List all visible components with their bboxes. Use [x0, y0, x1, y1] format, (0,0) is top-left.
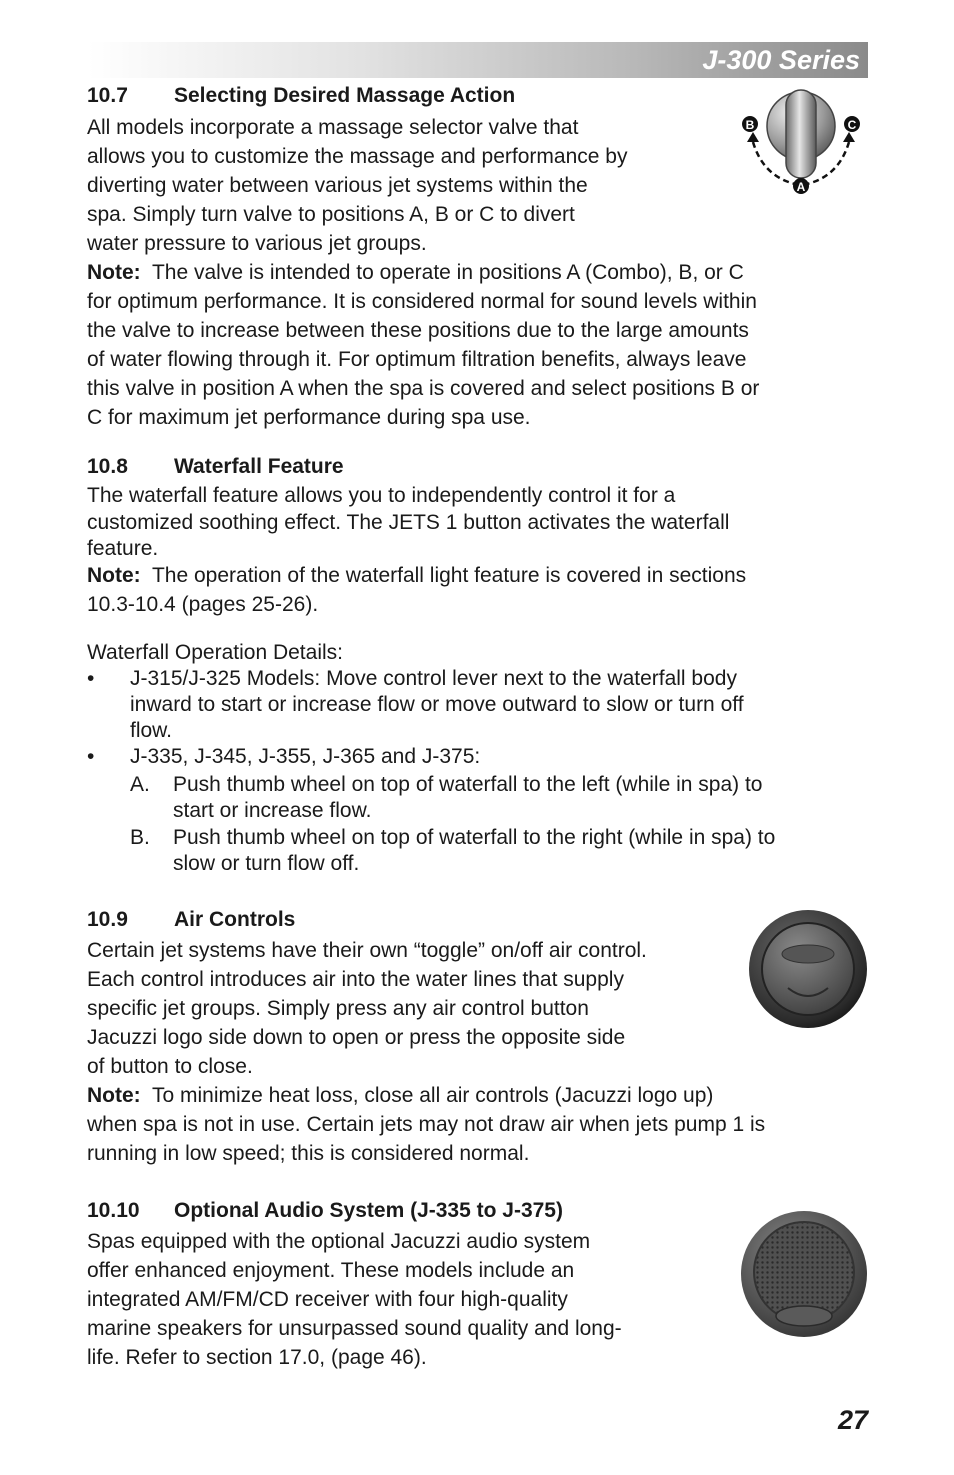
- text-line: All models incorporate a massage selector valve that: [87, 116, 579, 139]
- text-line: diverting water between various jet systems within the: [87, 174, 588, 197]
- page-number: 27: [837, 1405, 868, 1435]
- valve-label-a: A: [796, 180, 806, 194]
- text-line: inward to start or increase flow or move outward to slow or turn off: [130, 693, 744, 716]
- text-line: feature.: [87, 537, 159, 560]
- text-line: Push thumb wheel on top of waterfall to the left (while in spa) to: [173, 773, 763, 796]
- section-heading: Waterfall Feature: [174, 455, 344, 478]
- bullet-item: [87, 666, 867, 746]
- text-line: slow or turn flow off.: [173, 852, 360, 875]
- text-line: J-335, J-345, J-355, J-365 and J-375:: [130, 745, 481, 768]
- text-line: Each control introduces air into the water lines that supply: [87, 968, 624, 991]
- sub-item-a: [130, 772, 870, 826]
- text-line: integrated AM/FM/CD receiver with four high-quality: [87, 1288, 568, 1311]
- sub-mark: A.: [130, 773, 150, 796]
- note-label: Note:: [87, 261, 141, 284]
- text-line: life. Refer to section 17.0, (page 46).: [87, 1346, 427, 1369]
- text-line: water pressure to various jet groups.: [87, 232, 427, 255]
- note-label: Note:: [87, 564, 141, 587]
- text-line: for optimum performance. It is considered normal for sound levels within: [87, 290, 757, 313]
- text-line: when spa is not in use. Certain jets may not draw air when jets pump 1 is: [87, 1113, 766, 1136]
- text-line: Spas equipped with the optional Jacuzzi audio system: [87, 1230, 591, 1253]
- speaker-illustration: [740, 1210, 868, 1338]
- bullet-item: [87, 744, 867, 772]
- section-10-7-title: [87, 83, 515, 109]
- bullet-mark: •: [87, 667, 95, 690]
- text-line: of water flowing through it. For optimum filtration benefits, always leave: [87, 348, 747, 371]
- text-line: C for maximum jet performance during spa use.: [87, 406, 531, 429]
- section-10-8-title: [87, 454, 344, 480]
- text-line: Certain jet systems have their own “toggle” on/off air control.: [87, 939, 647, 962]
- text-line: this valve in position A when the spa is covered and select positions B or: [87, 377, 760, 400]
- sub-item-b: [130, 825, 870, 879]
- air-control-button-illustration: [748, 908, 868, 1030]
- note-label: Note:: [87, 1084, 141, 1107]
- section-heading: Air Controls: [174, 908, 296, 931]
- section-heading: Selecting Desired Massage Action: [174, 84, 516, 107]
- text-line: flow.: [130, 719, 173, 742]
- section-10-9-body: [87, 936, 765, 1168]
- header-bar: [88, 42, 868, 78]
- section-number: 10.8: [87, 455, 128, 478]
- bullet-mark: •: [87, 745, 95, 768]
- series-label: J-300 Series: [702, 45, 860, 75]
- section-heading: Optional Audio System (J-335 to J-375): [174, 1199, 563, 1222]
- text-line: J-315/J-325 Models: Move control lever next to the waterfall body: [130, 667, 737, 690]
- section-number: 10.10: [87, 1199, 140, 1222]
- text-line: start or increase flow.: [173, 799, 372, 822]
- text-line: specific jet groups. Simply press any air control button: [87, 997, 589, 1020]
- section-number: 10.9: [87, 908, 128, 931]
- section-10-8-body: [87, 483, 729, 563]
- text-line: offer enhanced enjoyment. These models include an: [87, 1259, 575, 1282]
- text-line: customized soothing effect. The JETS 1 button activates the waterfall: [87, 510, 730, 534]
- sub-mark: B.: [130, 826, 150, 849]
- text-line: allows you to customize the massage and performance by: [87, 145, 628, 168]
- text-line: Jacuzzi logo side down to open or press the opposite side: [87, 1026, 626, 1049]
- text-line: The waterfall feature allows you to independently control it for a: [87, 484, 676, 507]
- text-line: of button to close.: [87, 1055, 253, 1078]
- note-line: Note: To minimize heat loss, close all air controls (Jacuzzi logo up): [87, 1084, 714, 1107]
- valve-label-c: C: [847, 118, 857, 132]
- massage-selector-valve-illustration: [735, 84, 867, 196]
- note-line: Note: The valve is intended to operate in positions A (Combo), B, or C: [87, 261, 744, 284]
- text-line: the valve to increase between these positions due to the large amounts: [87, 319, 749, 342]
- waterfall-details-heading: Waterfall Operation Details:: [87, 641, 343, 664]
- text-line: spa. Simply turn valve to positions A, B or C to divert: [87, 203, 575, 226]
- text-line: 10.3-10.4 (pages 25-26).: [87, 593, 319, 616]
- section-10-10-body: [87, 1227, 622, 1372]
- section-10-7-body: [87, 113, 759, 432]
- text-line: marine speakers for unsurpassed sound quality and long-: [87, 1317, 622, 1340]
- text-line: running in low speed; this is considered normal.: [87, 1142, 530, 1165]
- text-line: Push thumb wheel on top of waterfall to the right (while in spa) to: [173, 826, 776, 849]
- section-10-9-title: [87, 907, 295, 933]
- valve-label-b: B: [745, 118, 755, 132]
- section-10-8-note: Note: The operation of the waterfall light feature is covered in sections 10.3-10.4 (pages 25-26).: [87, 561, 746, 619]
- section-number: 10.7: [87, 84, 128, 107]
- section-10-10-title: [87, 1198, 563, 1224]
